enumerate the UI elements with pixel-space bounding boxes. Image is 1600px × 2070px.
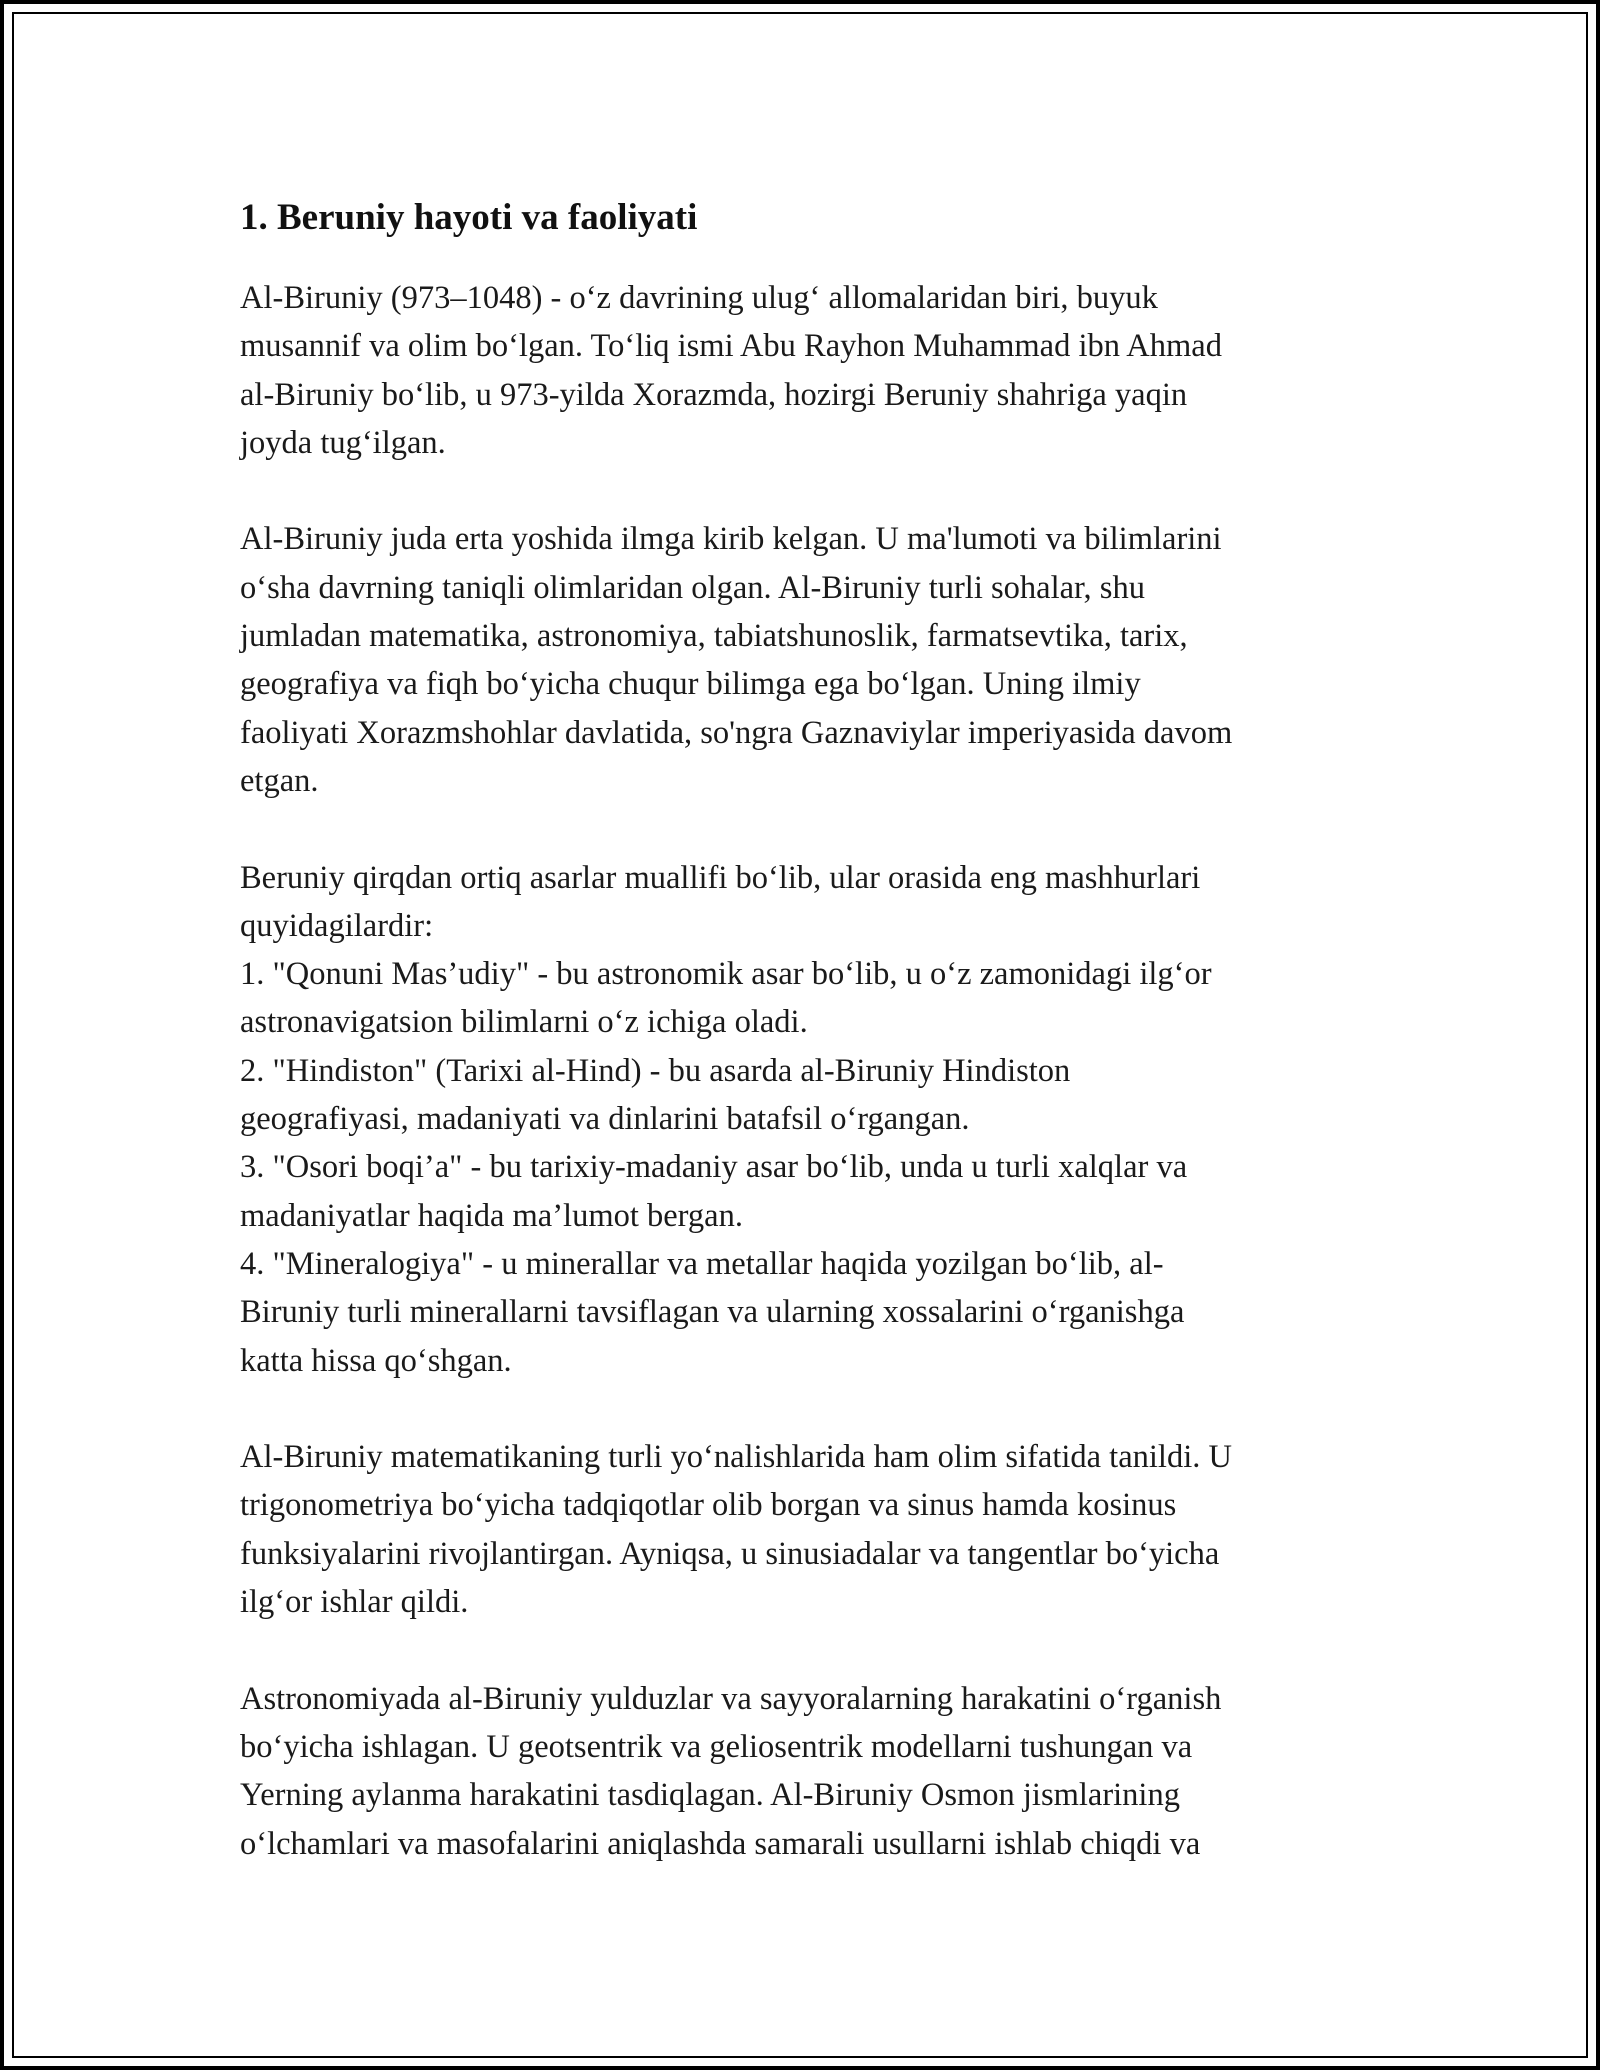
- list-item: 3. "Osori boqi’a" - bu tarixiy-madaniy asar bo‘lib, unda u turli xalqlar va: [240, 1149, 1188, 1186]
- text-line: Al-Biruniy matematikaning turli yo‘nalishlarida ham olim sifatida tanildi. U: [240, 1439, 1232, 1476]
- text-line: geografiya va fiqh bo‘yicha chuqur bilimga ega bo‘lgan. Uning ilmiy: [240, 666, 1141, 703]
- text-line: funksiyalarini rivojlantirgan. Ayniqsa, u sinusiadalar va tangentlar bo‘yicha: [240, 1535, 1220, 1572]
- paragraph-education: [240, 515, 1370, 805]
- text-line: Biruniy turli minerallarni tavsiflagan va ularning xossalarini o‘rganishga: [240, 1294, 1185, 1331]
- document-body: [240, 182, 1370, 1916]
- list-item: 4. "Mineralogiya" - u minerallar va metallar haqida yozilgan bo‘lib, al-: [240, 1245, 1164, 1282]
- paragraph-astronomy: [240, 1675, 1370, 1868]
- paragraph-biography: [240, 274, 1370, 467]
- list-item: 2. "Hindiston" (Tarixi al-Hind) - bu asarda al-Biruniy Hindiston: [240, 1052, 1071, 1089]
- section-heading: 1. Beruniy hayoti va faoliyati: [240, 197, 698, 238]
- text-line: geografiyasi, madaniyati va dinlarini batafsil o‘rgangan.: [240, 1101, 970, 1138]
- text-line: trigonometriya bo‘yicha tadqiqotlar olib borgan va sinus hamda kosinus: [240, 1487, 1177, 1524]
- paragraph-mathematics: [240, 1433, 1370, 1626]
- text-line: katta hissa qo‘shgan.: [240, 1342, 512, 1379]
- list-item: 1. "Qonuni Mas’udiy" - bu astronomik asar bo‘lib, u o‘z zamonidagi ilg‘or: [240, 956, 1212, 993]
- text-line: musannif va olim bo‘lgan. To‘liq ismi Abu Rayhon Muhammad ibn Ahmad: [240, 328, 1222, 365]
- text-line: ilg‘or ishlar qildi.: [240, 1584, 469, 1621]
- paragraph-works-list: [240, 854, 1370, 1385]
- text-line: bo‘yicha ishlagan. U geotsentrik va geliosentrik modellarni tushungan va: [240, 1728, 1193, 1765]
- text-line: astronavigatsion bilimlarni o‘z ichiga oladi.: [240, 1004, 808, 1041]
- text-line: Yerning aylanma harakatini tasdiqlagan. Al-Biruniy Osmon jismlarining: [240, 1777, 1180, 1814]
- text-line: madaniyatlar haqida ma’lumot bergan.: [240, 1197, 743, 1234]
- text-line: etgan.: [240, 762, 319, 799]
- text-line: Beruniy qirqdan ortiq asarlar muallifi bo‘lib, ular orasida eng mashhurlari: [240, 859, 1201, 896]
- text-line: Astronomiyada al-Biruniy yulduzlar va sayyoralarning harakatini o‘rganish: [240, 1680, 1222, 1717]
- text-line: o‘lchamlari va masofalarini aniqlashda samarali usullarni ishlab chiqdi va: [240, 1825, 1201, 1862]
- text-line: Al-Biruniy juda erta yoshida ilmga kirib kelgan. U ma'lumoti va bilimlarini: [240, 521, 1222, 558]
- text-line: Al-Biruniy (973–1048) - o‘z davrining ulug‘ allomalaridan biri, buyuk: [240, 280, 1158, 316]
- text-line: joyda tug‘ilgan.: [240, 424, 446, 461]
- text-line: al-Biruniy bo‘lib, u 973-yilda Xorazmda, hozirgi Beruniy shahriga yaqin: [240, 376, 1188, 413]
- text-line: quyidagilardir:: [240, 907, 434, 944]
- text-line: jumladan matematika, astronomiya, tabiatshunoslik, farmatsevtika, tarix,: [240, 618, 1188, 655]
- text-line: faoliyati Xorazmshohlar davlatida, so'ngra Gaznaviylar imperiyasida davom: [240, 714, 1233, 751]
- text-line: o‘sha davrning taniqli olimlaridan olgan. Al-Biruniy turli sohalar, shu: [240, 569, 1145, 606]
